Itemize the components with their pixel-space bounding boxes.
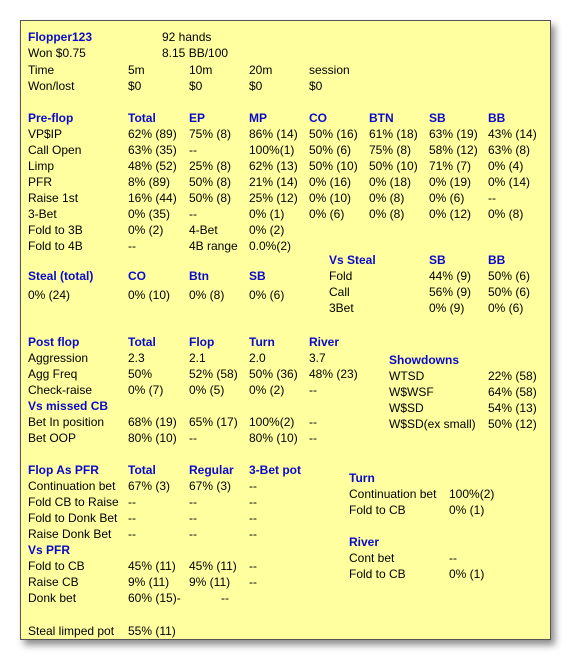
postflop-cell: 2.0: [249, 351, 266, 365]
preflop-row-label: Raise 1st: [28, 191, 79, 205]
flop-as-pfr-cell: --: [249, 495, 257, 509]
preflop-cell: --: [128, 239, 136, 253]
preflop-cell: 0% (14): [488, 175, 531, 189]
showdown-label: WTSD: [389, 369, 425, 383]
missed-cb-cell: --: [309, 415, 317, 429]
preflop-row-label: Fold to 3B: [28, 223, 83, 237]
preflop-row-label: PFR: [28, 175, 52, 189]
wonlost-val: $0: [309, 79, 323, 93]
preflop-cell: 0% (35): [128, 207, 171, 221]
postflop-header: Flop: [189, 335, 215, 349]
vs-pfr-cell: 60% (15)-: [128, 591, 181, 605]
river-val: 0% (1): [449, 567, 485, 581]
preflop-cell: 25% (12): [249, 191, 298, 205]
turn-header: Turn: [349, 471, 375, 485]
preflop-cell: 50% (8): [189, 191, 232, 205]
showdown-label: W$SD: [389, 401, 424, 415]
time-label: Time: [28, 63, 55, 77]
postflop-cell: Check-raise: [28, 383, 93, 397]
postflop-cell: 0% (2): [249, 383, 285, 397]
postflop-cell: 0% (5): [189, 383, 225, 397]
postflop-cell: 52% (58): [189, 367, 238, 381]
turn-val: 0% (1): [449, 503, 485, 517]
vs-pfr-cell: 9% (11): [128, 575, 170, 589]
preflop-cell: --: [488, 191, 496, 205]
missed-cb-cell: 80% (10): [249, 431, 298, 445]
preflop-header: BTN: [369, 111, 394, 125]
flop-as-pfr-cell: --: [128, 527, 136, 541]
preflop-cell: 48% (52): [128, 159, 177, 173]
vs-steal-cell: 0% (9): [429, 301, 465, 315]
vs-steal-cell: 50% (6): [488, 285, 531, 299]
vs-pfr-header: Vs PFR: [28, 543, 71, 557]
turn-label: Continuation bet: [349, 487, 437, 501]
preflop-header: Pre-flop: [28, 111, 74, 125]
steal-val: 0% (6): [249, 288, 285, 302]
turn-val: 100%(2): [449, 487, 495, 501]
showdown-val: 50% (12): [488, 417, 537, 431]
flop-as-pfr-cell: --: [249, 511, 257, 525]
preflop-cell: 0% (18): [369, 175, 412, 189]
vs-steal-cell: 3Bet: [329, 301, 354, 315]
vs-steal-cell: Call: [329, 285, 350, 299]
postflop-cell: --: [309, 383, 317, 397]
vs-steal-cell: 56% (9): [429, 285, 472, 299]
turn-label: Fold to CB: [349, 503, 406, 517]
player-name: Flopper123: [28, 30, 93, 44]
vs-steal-header: SB: [429, 253, 446, 267]
preflop-cell: 86% (14): [249, 127, 298, 141]
showdown-val: 54% (13): [488, 401, 537, 415]
vs-steal-cell: 0% (6): [488, 301, 524, 315]
flop-as-pfr-cell: Continuation bet: [28, 479, 116, 493]
showdown-val: 22% (58): [488, 369, 537, 383]
preflop-row-label: Call Open: [28, 143, 82, 157]
preflop-cell: 62% (13): [249, 159, 298, 173]
preflop-cell: 50% (10): [369, 159, 418, 173]
flop-as-pfr-cell: Raise Donk Bet: [28, 527, 112, 541]
preflop-cell: 25% (8): [189, 159, 232, 173]
preflop-cell: 0% (19): [429, 175, 472, 189]
vs-pfr-cell: 45% (11): [189, 559, 237, 573]
preflop-cell: 0% (8): [369, 207, 405, 221]
postflop-cell: 50%: [128, 367, 153, 381]
vs-pfr-cell: 9% (11): [189, 575, 231, 589]
flop-as-pfr-cell: --: [128, 495, 136, 509]
preflop-cell: 0% (12): [429, 207, 472, 221]
time-col: session: [309, 63, 350, 77]
preflop-cell: 8% (89): [128, 175, 171, 189]
postflop-header: Turn: [249, 335, 275, 349]
steal-val: 0% (10): [128, 288, 171, 302]
postflop-cell: 50% (36): [249, 367, 298, 381]
vs-steal-header: Vs Steal: [329, 253, 376, 267]
time-col: 5m: [128, 63, 145, 77]
showdown-val: 64% (58): [488, 385, 537, 399]
preflop-cell: 0.0%(2): [249, 239, 292, 253]
flop-as-pfr-header: Total: [128, 463, 156, 477]
vs-pfr-cell: Raise CB: [28, 575, 79, 589]
river-label: Cont bet: [349, 551, 395, 565]
missed-cb-cell: --: [189, 431, 197, 445]
preflop-cell: --: [189, 207, 197, 221]
preflop-cell: --: [189, 143, 197, 157]
steal-val: 0% (24): [28, 288, 71, 302]
missed-cb-cell: 68% (19): [128, 415, 177, 429]
postflop-cell: 0% (7): [128, 383, 164, 397]
flop-as-pfr-header: Flop As PFR: [28, 463, 99, 477]
postflop-cell: 2.1: [189, 351, 206, 365]
preflop-cell: 58% (12): [429, 143, 478, 157]
preflop-cell: 0% (10): [309, 191, 352, 205]
preflop-cell: 50% (16): [309, 127, 358, 141]
preflop-cell: 100%(1): [249, 143, 295, 157]
flop-as-pfr-cell: 67% (3): [128, 479, 171, 493]
steal-header: Btn: [189, 269, 209, 283]
steal-limped-val: 55% (11): [128, 624, 176, 638]
flop-as-pfr-cell: Fold CB to Raise: [28, 495, 119, 509]
preflop-cell: 0% (16): [309, 175, 352, 189]
vs-missed-cb-header: Vs missed CB: [28, 399, 109, 413]
postflop-header: Total: [128, 335, 156, 349]
preflop-cell: 50% (6): [309, 143, 352, 157]
flop-as-pfr-cell: 67% (3): [189, 479, 232, 493]
wonlost-val: $0: [128, 79, 142, 93]
missed-cb-cell: Bet In position: [28, 415, 105, 429]
flop-as-pfr-header: 3-Bet pot: [249, 463, 301, 477]
preflop-cell: 63% (8): [488, 143, 531, 157]
postflop-cell: Agg Freq: [28, 367, 78, 381]
wonlost-label: Won/lost: [28, 79, 75, 93]
steal-header: SB: [249, 269, 266, 283]
postflop-cell: 48% (23): [309, 367, 358, 381]
flop-as-pfr-cell: Fold to Donk Bet: [28, 511, 118, 525]
missed-cb-cell: Bet OOP: [28, 431, 77, 445]
postflop-cell: Aggression: [28, 351, 89, 365]
preflop-cell: 0% (6): [429, 191, 465, 205]
wonlost-val: $0: [189, 79, 203, 93]
preflop-cell: 63% (19): [429, 127, 478, 141]
showdown-label: W$SD(ex small): [389, 417, 476, 431]
missed-cb-cell: 80% (10): [128, 431, 177, 445]
flop-as-pfr-cell: --: [128, 511, 136, 525]
preflop-cell: 62% (89): [128, 127, 177, 141]
flop-as-pfr-cell: --: [189, 511, 197, 525]
vs-steal-cell: 50% (6): [488, 269, 531, 283]
preflop-cell: 0% (1): [249, 207, 285, 221]
preflop-cell: 0% (2): [249, 223, 285, 237]
postflop-cell: 3.7: [309, 351, 326, 365]
preflop-header: SB: [429, 111, 446, 125]
steal-limped-label: Steal limped pot: [28, 624, 115, 638]
vs-pfr-cell: --: [249, 575, 257, 589]
preflop-header: EP: [189, 111, 206, 125]
preflop-cell: 71% (7): [429, 159, 472, 173]
flop-as-pfr-header: Regular: [189, 463, 234, 477]
preflop-header: CO: [309, 111, 327, 125]
preflop-cell: 0% (6): [309, 207, 345, 221]
time-col: 20m: [249, 63, 273, 77]
preflop-cell: 43% (14): [488, 127, 537, 141]
preflop-cell: 4B range: [189, 239, 238, 253]
preflop-cell: 4-Bet: [189, 223, 218, 237]
preflop-cell: 0% (2): [128, 223, 164, 237]
missed-cb-cell: 65% (17): [189, 415, 238, 429]
vs-steal-cell: 44% (9): [429, 269, 472, 283]
preflop-header: BB: [488, 111, 506, 125]
missed-cb-cell: --: [309, 431, 317, 445]
river-val: --: [449, 551, 457, 565]
preflop-cell: 21% (14): [249, 175, 298, 189]
stats-popup-panel: [20, 20, 551, 640]
steal-header: CO: [128, 269, 146, 283]
flop-as-pfr-cell: --: [249, 527, 257, 541]
preflop-cell: 75% (8): [369, 143, 412, 157]
vs-steal-cell: Fold: [329, 269, 353, 283]
preflop-cell: 63% (35): [128, 143, 177, 157]
time-col: 10m: [189, 63, 213, 77]
flop-as-pfr-cell: --: [189, 527, 197, 541]
postflop-header: Post flop: [28, 335, 80, 349]
postflop-cell: 2.3: [128, 351, 145, 365]
vs-pfr-cell: Fold to CB: [28, 559, 85, 573]
preflop-cell: 75% (8): [189, 127, 232, 141]
vs-pfr-cell: Donk bet: [28, 591, 77, 605]
wonlost-val: $0: [249, 79, 263, 93]
missed-cb-cell: 100%(2): [249, 415, 295, 429]
river-label: Fold to CB: [349, 567, 406, 581]
preflop-cell: 0% (8): [369, 191, 405, 205]
flop-as-pfr-cell: --: [189, 495, 197, 509]
flop-as-pfr-cell: --: [249, 479, 257, 493]
preflop-cell: 0% (4): [488, 159, 524, 173]
preflop-row-label: 3-Bet: [28, 207, 57, 221]
bb-per-100: 8.15 BB/100: [162, 46, 229, 60]
showdown-label: W$WSF: [389, 385, 434, 399]
preflop-row-label: VP$IP: [28, 127, 63, 141]
steal-header: Steal (total): [28, 269, 94, 283]
preflop-cell: 50% (10): [309, 159, 358, 173]
river-header: River: [349, 535, 380, 549]
showdowns-header: Showdowns: [389, 353, 459, 367]
preflop-cell: 0% (8): [488, 207, 524, 221]
preflop-cell: 61% (18): [369, 127, 418, 141]
won-amount: Won $0.75: [28, 46, 86, 60]
preflop-cell: 16% (44): [128, 191, 177, 205]
preflop-header: Total: [128, 111, 156, 125]
vs-pfr-cell: --: [221, 591, 229, 605]
preflop-cell: 50% (8): [189, 175, 232, 189]
postflop-header: River: [309, 335, 340, 349]
preflop-header: MP: [249, 111, 267, 125]
preflop-row-label: Limp: [28, 159, 55, 173]
preflop-row-label: Fold to 4B: [28, 239, 83, 253]
vs-steal-header: BB: [488, 253, 506, 267]
hands-count: 92 hands: [162, 30, 212, 44]
steal-val: 0% (8): [189, 288, 225, 302]
vs-pfr-cell: 45% (11): [128, 559, 176, 573]
vs-pfr-cell: --: [249, 559, 257, 573]
